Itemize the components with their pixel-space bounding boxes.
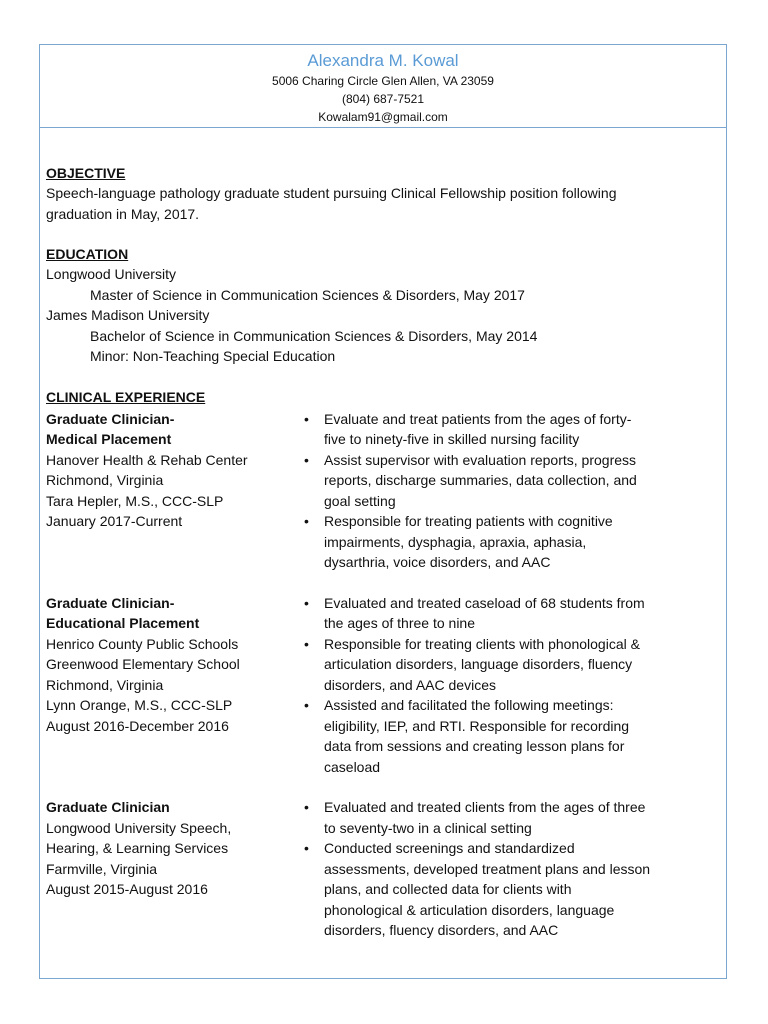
bullet-line: assessments, developed treatment plans and lesson <box>324 860 651 877</box>
bullet-item <box>301 593 720 634</box>
bullet-line: plans, and collected data for clients with <box>324 881 572 897</box>
bullet-line: Evaluated and treated clients from the ages of three <box>324 799 646 815</box>
bullet-line: articulation disorders, language disorders, fluency <box>324 656 633 672</box>
bullet-icon: • <box>304 799 309 815</box>
experience-detail: Longwood University Speech, <box>46 819 232 836</box>
bullet-line: impairments, dysphagia, apraxia, aphasia, <box>324 533 587 550</box>
bullet-line: goal setting <box>324 492 396 509</box>
resume-page <box>39 44 727 979</box>
bullet-icon: • <box>304 697 309 713</box>
bullet-item <box>301 511 720 573</box>
header-divider <box>40 127 726 128</box>
bullet-line: reports, discharge summaries, data collection, and <box>324 472 637 488</box>
role-title: Educational Placement <box>46 615 200 631</box>
experience-bullets <box>301 593 720 778</box>
education-title: EDUCATION <box>46 246 129 262</box>
bullet-line: dysarthria, voice disorders, and AAC <box>324 554 551 570</box>
bullet-line: Responsible for treating clients with phonological & <box>324 635 640 652</box>
candidate-name: Alexandra M. Kowal <box>307 51 459 70</box>
education-minor: Minor: Non-Teaching Special Education <box>90 348 336 364</box>
education-school: Longwood University <box>46 266 176 282</box>
bullet-line: the ages of three to nine <box>324 615 475 631</box>
education-degree: Master of Science in Communication Sciences & Disorders, May 2017 <box>90 286 525 303</box>
bullet-icon: • <box>304 451 309 468</box>
email: Kowalam91@gmail.com <box>318 110 448 124</box>
bullet-line: Conducted screenings and standardized <box>324 840 575 856</box>
experience-detail: Hanover Health & Rehab Center <box>46 451 248 468</box>
bullet-line: phonological & articulation disorders, language <box>324 901 615 918</box>
experience-detail: Farmville, Virginia <box>46 860 157 877</box>
address: 5006 Charing Circle Glen Allen, VA 23059 <box>272 74 494 88</box>
bullet-icon: • <box>304 594 309 611</box>
objective-line: Speech-language pathology graduate student pursuing Clinical Fellowship position following <box>46 185 617 201</box>
bullet-line: Assisted and facilitated the following meetings: <box>324 697 614 713</box>
experience-info <box>46 409 301 573</box>
bullet-line: disorders, fluency disorders, and AAC <box>324 922 559 938</box>
bullet-line: data from sessions and creating lesson plans for <box>324 738 625 754</box>
objective-title: OBJECTIVE <box>46 165 126 181</box>
role-title: Medical Placement <box>46 431 172 447</box>
experience-info <box>46 797 301 941</box>
bullet-item <box>301 634 720 696</box>
experience-detail: January 2017-Current <box>46 513 183 529</box>
bullet-icon: • <box>304 635 309 652</box>
experience-detail: August 2016-December 2016 <box>46 717 229 734</box>
experience-entry <box>46 409 720 573</box>
resume-body <box>46 163 720 941</box>
experience-entry <box>46 593 720 778</box>
experience-info <box>46 593 301 778</box>
education-school: James Madison University <box>46 307 210 323</box>
bullet-icon: • <box>304 840 309 856</box>
bullet-icon: • <box>304 410 309 427</box>
experience-detail: Richmond, Virginia <box>46 472 164 488</box>
experience-detail: Hearing, & Learning Services <box>46 840 229 856</box>
bullet-line: disorders, and AAC devices <box>324 676 496 693</box>
role-title: Graduate Clinician- <box>46 594 175 611</box>
bullet-line: Evaluate and treat patients from the ages of forty- <box>324 410 632 427</box>
experience-bullets <box>301 797 720 941</box>
experience-detail: Lynn Orange, M.S., CCC-SLP <box>46 697 233 713</box>
experience-detail: Richmond, Virginia <box>46 676 164 693</box>
bullet-line: Evaluated and treated caseload of 68 students from <box>324 594 645 611</box>
resume-header <box>40 45 726 126</box>
bullet-item <box>301 409 720 450</box>
experience-entry <box>46 797 720 941</box>
bullet-item <box>301 695 720 777</box>
experience-detail: Tara Hepler, M.S., CCC-SLP <box>46 492 224 509</box>
experience-detail: Greenwood Elementary School <box>46 656 240 672</box>
experience-detail: August 2015-August 2016 <box>46 881 208 897</box>
bullet-line: caseload <box>324 758 381 775</box>
role-title: Graduate Clinician <box>46 799 170 815</box>
bullet-line: eligibility, IEP, and RTI. Responsible for recording <box>324 717 630 734</box>
bullet-line: five to ninety-five in skilled nursing facility <box>324 431 580 447</box>
objective-line: graduation in May, 2017. <box>46 205 200 222</box>
experience-detail: Henrico County Public Schools <box>46 635 239 652</box>
bullet-line: Responsible for treating patients with cognitive <box>324 513 613 529</box>
phone: (804) 687-7521 <box>341 92 425 106</box>
education-degree: Bachelor of Science in Communication Sciences & Disorders, May 2014 <box>90 327 538 344</box>
bullet-item <box>301 797 720 838</box>
bullet-icon: • <box>304 513 309 529</box>
role-title: Graduate Clinician- <box>46 410 175 427</box>
bullet-line: to seventy-two in a clinical setting <box>324 819 532 836</box>
clinical-title: CLINICAL EXPERIENCE <box>46 388 206 405</box>
bullet-item <box>301 838 720 941</box>
bullet-item <box>301 450 720 512</box>
experience-bullets <box>301 409 720 573</box>
bullet-line: Assist supervisor with evaluation reports, progress <box>324 451 637 468</box>
